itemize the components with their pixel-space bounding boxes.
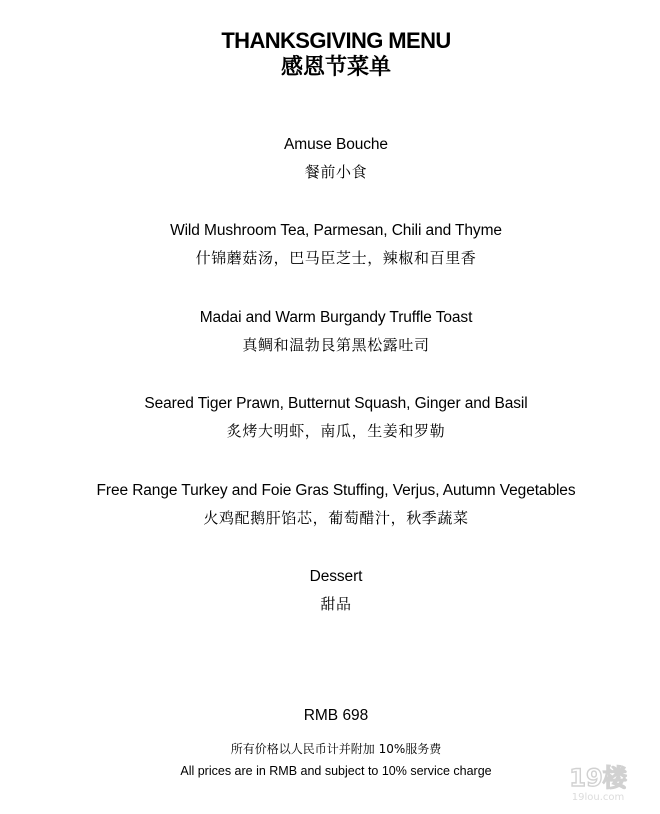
watermark-site-text: 19lou.com — [571, 792, 625, 803]
course-name-en: Amuse Bouche — [284, 136, 388, 153]
course-name-en: Free Range Turkey and Foie Gras Stuffing, Verjus, Autumn Vegetables — [96, 482, 576, 499]
menu-title-chinese: 感恩节菜单 — [280, 55, 391, 80]
service-charge-note-en: All prices are in RMB and subject to 10% service charge — [180, 764, 492, 778]
service-charge-note-cn: 所有价格以人民币计并附加 10%服务费 — [230, 742, 442, 756]
course-turkey — [0, 481, 660, 528]
course-name-cn: 真鲷和温勃艮第黑松露吐司 — [242, 336, 430, 354]
course-name-cn: 什锦蘑菇汤，巴马臣芝士，辣椒和百里香 — [195, 249, 477, 267]
course-name-en: Seared Tiger Prawn, Butternut Squash, Ginger and Basil — [144, 395, 528, 412]
course-name-en: Dessert — [309, 568, 363, 585]
course-amuse-bouche — [0, 135, 660, 182]
course-mushroom-tea — [0, 221, 660, 268]
course-name-cn: 火鸡配鹅肝馅芯，葡萄醋汁，秋季蔬菜 — [203, 509, 469, 527]
course-name-en: Wild Mushroom Tea, Parmesan, Chili and Thyme — [170, 222, 502, 239]
menu-price: RMB 698 — [303, 707, 369, 724]
course-name-cn: 甜品 — [320, 595, 352, 613]
watermark-logo-text: 19楼 — [569, 764, 627, 792]
course-tiger-prawn — [0, 394, 660, 441]
course-name-cn: 餐前小食 — [304, 163, 368, 181]
menu-title: THANKSGIVING MENU — [221, 28, 451, 53]
course-dessert — [0, 567, 660, 614]
site-watermark-logo — [562, 758, 634, 804]
course-name-cn: 炙烤大明虾，南瓜，生姜和罗勒 — [226, 422, 446, 440]
course-name-en: Madai and Warm Burgandy Truffle Toast — [199, 309, 473, 326]
course-madai-toast — [0, 308, 660, 355]
